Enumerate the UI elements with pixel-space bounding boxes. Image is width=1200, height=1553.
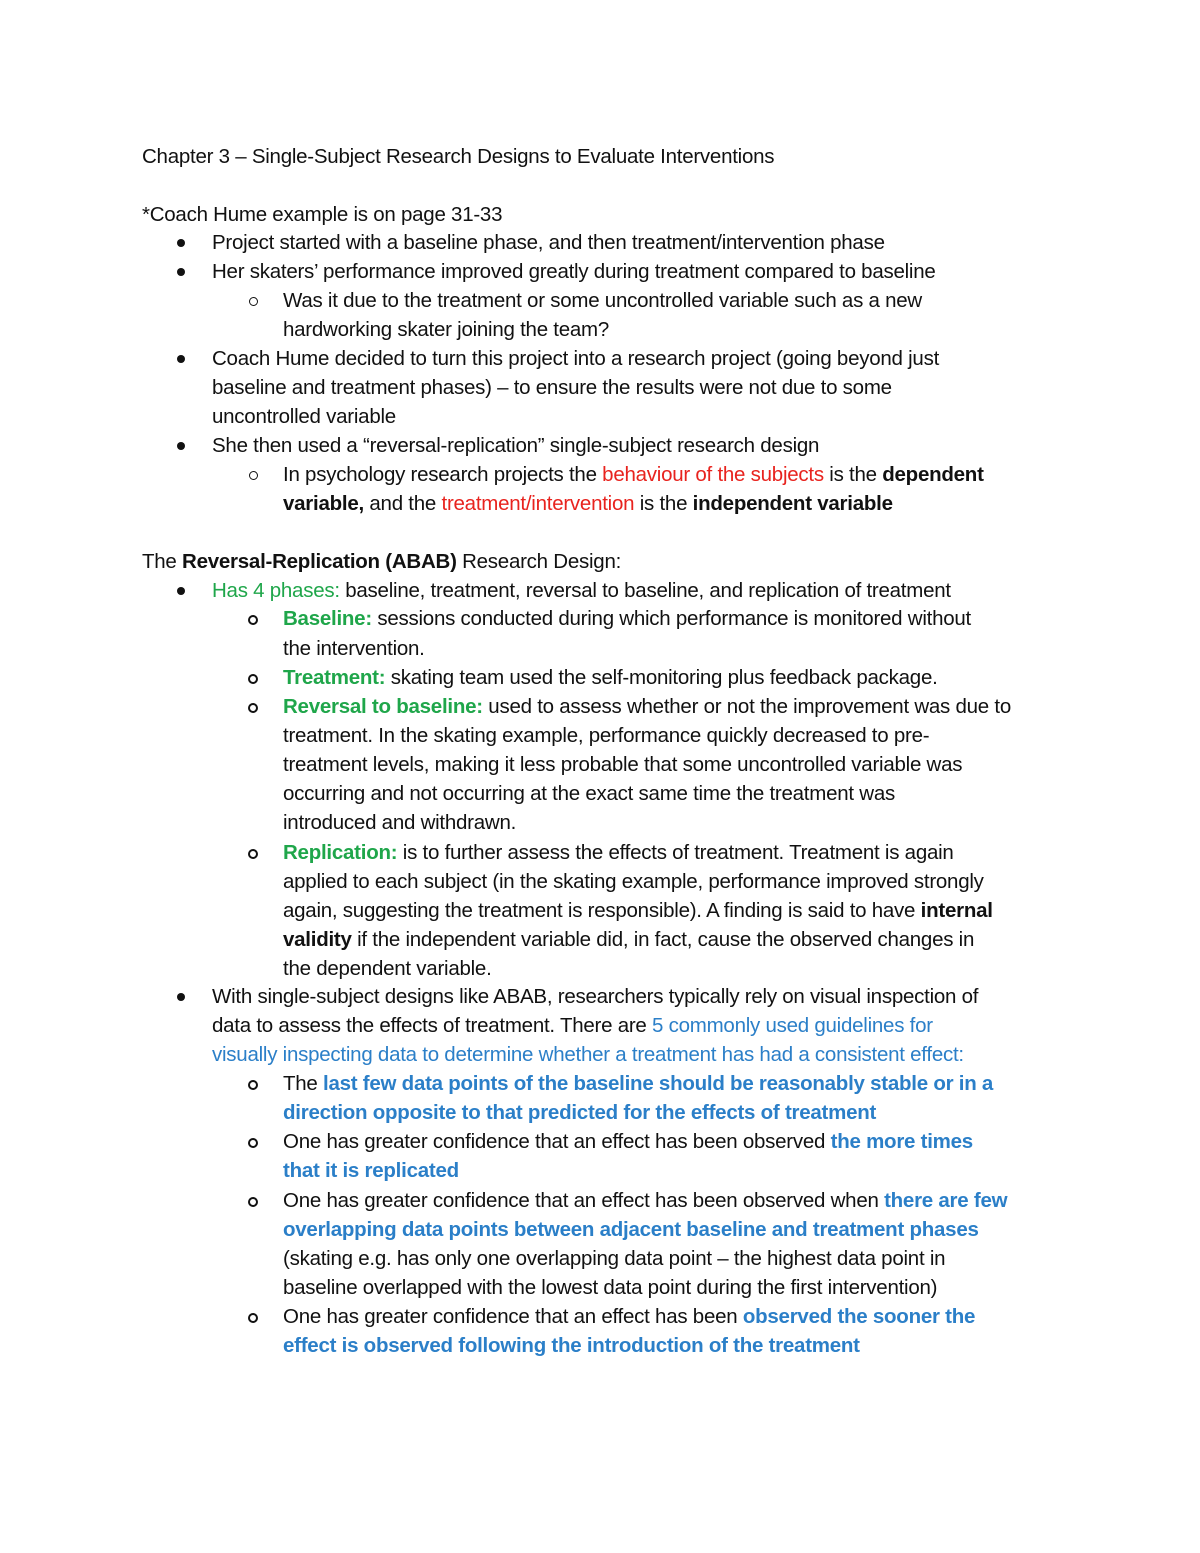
bullet-icon	[177, 993, 185, 1001]
highlight-red: behaviour of the subjects	[602, 463, 824, 486]
list-item-continued: visually inspecting data to determine whether a treatment has had a consistent effect:	[212, 1043, 964, 1066]
sub-list-item-continued: treatment levels, making it less probable that some uncontrolled variable was	[283, 753, 963, 776]
sub-list-item: Reversal to baseline: used to assess whether or not the improvement was due to	[283, 695, 1011, 718]
highlight-blue: there are few	[884, 1189, 1008, 1212]
sub-list-item: In psychology research projects the behaviour of the subjects is the dependent	[283, 463, 984, 486]
sub-list-item-continued: hardworking skater joining the team?	[283, 318, 610, 341]
phase-label: Baseline:	[283, 607, 372, 630]
phase-label: Treatment:	[283, 666, 386, 689]
bold-term: variable,	[283, 492, 364, 515]
bold-term: dependent	[882, 463, 984, 486]
list-item: She then used a “reversal-replication” single-subject research design	[212, 434, 820, 457]
guideline-item-continued: that it is replicated	[283, 1159, 459, 1182]
bullet-icon	[177, 239, 185, 247]
list-item: Has 4 phases: baseline, treatment, reversal to baseline, and replication of treatment	[212, 579, 951, 602]
sub-list-item: Was it due to the treatment or some uncontrolled variable such as a new	[283, 289, 922, 312]
hollow-bullet-icon	[248, 615, 258, 625]
phase-label: Replication:	[283, 841, 398, 864]
hollow-bullet-icon	[248, 703, 258, 713]
hollow-bullet-icon	[249, 471, 258, 480]
bullet-icon	[177, 268, 185, 276]
sub-list-item-continued: again, suggesting the treatment is responsible). A finding is said to have internal	[283, 899, 993, 922]
sub-list-item-continued: introduced and withdrawn.	[283, 811, 517, 834]
sub-list-item-continued: variable, and the treatment/intervention is the independent variable	[283, 492, 893, 515]
intro-note: *Coach Hume example is on page 31-33	[142, 203, 503, 226]
guideline-item-continued: baseline overlapped with the lowest data point during the first intervention)	[283, 1276, 938, 1299]
sub-list-item: Treatment: skating team used the self-monitoring plus feedback package.	[283, 666, 938, 689]
guideline-item: One has greater confidence that an effect has been observed the more times	[283, 1130, 973, 1153]
list-item: Coach Hume decided to turn this project into a research project (going beyond just	[212, 347, 940, 370]
guideline-item-continued: direction opposite to that predicted for the effects of treatment	[283, 1101, 877, 1124]
guideline-item-continued: overlapping data points between adjacent baseline and treatment phases	[283, 1218, 979, 1241]
sub-list-item-continued: validity if the independent variable did, in fact, cause the observed changes in	[283, 928, 975, 951]
highlight-blue: the more times	[830, 1130, 973, 1153]
sub-list-item-continued: treatment. In the skating example, performance quickly decreased to pre-	[283, 724, 930, 747]
list-item-continued: uncontrolled variable	[212, 405, 396, 428]
list-item: Her skaters’ performance improved greatly during treatment compared to baseline	[212, 260, 936, 283]
guideline-item: The last few data points of the baseline should be reasonably stable or in a	[283, 1072, 994, 1095]
section-heading: The Reversal-Replication (ABAB) Research Design:	[142, 550, 622, 573]
hollow-bullet-icon	[249, 297, 258, 306]
hollow-bullet-icon	[248, 1138, 258, 1148]
guideline-item: One has greater confidence that an effect has been observed when there are few	[283, 1189, 1008, 1212]
list-item-continued: data to assess the effects of treatment. There are 5 commonly used guidelines for	[212, 1014, 933, 1037]
hollow-bullet-icon	[248, 1080, 258, 1090]
sub-list-item-continued: the dependent variable.	[283, 957, 492, 980]
highlight-blue: observed the sooner the	[742, 1305, 976, 1328]
guideline-item-continued: effect is observed following the introduction of the treatment	[283, 1334, 860, 1357]
guideline-item-continued: (skating e.g. has only one overlapping data point – the highest data point in	[283, 1247, 946, 1270]
hollow-bullet-icon	[248, 1197, 258, 1207]
sub-list-item: Replication: is to further assess the effects of treatment. Treatment is again	[283, 841, 954, 864]
list-item-continued: baseline and treatment phases) – to ensure the results were not due to some	[212, 376, 892, 399]
bold-term: independent variable	[692, 492, 893, 515]
bullet-icon	[177, 587, 185, 595]
guideline-item: One has greater confidence that an effect has been observed the sooner the	[283, 1305, 976, 1328]
highlight-blue: last few data points of the baseline should be reasonably stable or in a	[323, 1072, 994, 1095]
list-item: With single-subject designs like ABAB, researchers typically rely on visual inspection of	[212, 985, 979, 1008]
bold-term: internal	[920, 899, 993, 922]
bullet-icon	[177, 442, 185, 450]
bullet-icon	[177, 355, 185, 363]
highlight-red: treatment/intervention	[441, 492, 635, 515]
sub-list-item: Baseline: sessions conducted during which performance is monitored without	[283, 607, 971, 630]
hollow-bullet-icon	[248, 1313, 258, 1323]
page-title: Chapter 3 – Single-Subject Research Designs to Evaluate Interventions	[142, 145, 775, 168]
sub-list-item-continued: applied to each subject (in the skating example, performance improved strongly	[283, 870, 984, 893]
sub-list-item-continued: the intervention.	[283, 637, 425, 660]
highlight-green: Has 4 phases:	[212, 579, 340, 602]
hollow-bullet-icon	[248, 674, 258, 684]
sub-list-item-continued: occurring and not occurring at the exact same time the treatment was	[283, 782, 895, 805]
highlight-blue: 5 commonly used guidelines for	[652, 1014, 933, 1037]
phase-label: Reversal to baseline:	[283, 695, 483, 718]
bold-term: validity	[283, 928, 352, 951]
list-item: Project started with a baseline phase, and then treatment/intervention phase	[212, 231, 885, 254]
hollow-bullet-icon	[248, 849, 258, 859]
